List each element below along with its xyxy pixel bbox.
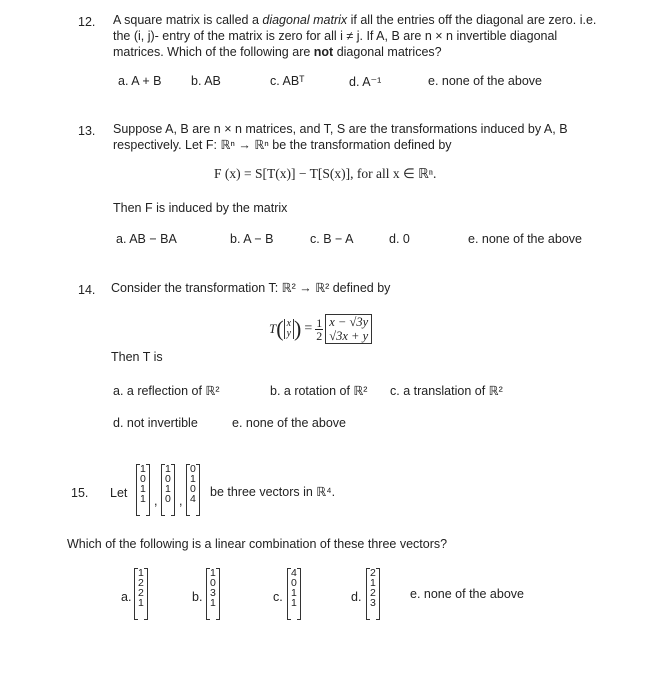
q12-option-b[interactable]: b. AB (191, 74, 221, 88)
q14-input-y: y (286, 328, 292, 339)
q12-line1 (113, 12, 596, 29)
q15-vector-2 (161, 464, 175, 516)
q15-comma-2: , (179, 494, 183, 508)
q12-option-c[interactable]: c. ABᵀ (270, 74, 305, 88)
q12-line1-a: A square matrix is called a (113, 13, 263, 27)
q15-opt-d-entry: 3 (370, 597, 376, 609)
q15-opt-a-entry: 1 (138, 567, 144, 579)
q15-option-b-label[interactable]: b. (192, 590, 203, 604)
q14-fraction (315, 317, 323, 342)
q13-option-a[interactable]: a. AB − BA (116, 232, 177, 246)
q14-frac-den: 2 (316, 328, 323, 343)
q15-opt-d-entry: 2 (370, 567, 376, 579)
q14-paren-close: ) (294, 316, 302, 341)
q12-line1-em: diagonal matrix (262, 13, 348, 27)
q12-number: 12. (78, 15, 96, 29)
q12-line3-b: diagonal matrices? (333, 45, 442, 59)
q14-equals: = (304, 321, 313, 336)
q15-v2-entry: 0 (165, 473, 171, 485)
q15-v2-entry: 1 (165, 463, 171, 475)
q13-option-d[interactable]: d. 0 (389, 232, 410, 246)
q13-number: 13. (78, 124, 96, 138)
q15-let: Let (110, 486, 128, 500)
q15-option-a-vector[interactable] (134, 568, 148, 620)
q15-opt-c-entry: 4 (291, 567, 297, 579)
q14-output-row2: √3x + y (329, 329, 369, 343)
q15-vector-3 (186, 464, 200, 516)
q15-opt-d-entry: 1 (370, 577, 376, 589)
q13-formula: F (x) = S[T(x)] − T[S(x)], for all x ∈ ℝⁿ. (214, 166, 437, 181)
q15-opt-a-entry: 2 (138, 587, 144, 599)
q12-option-a[interactable]: a. A + B (118, 74, 162, 88)
q13-line3: Then F is induced by the matrix (113, 201, 288, 215)
q15-comma-1: , (154, 494, 158, 508)
q14-input-vector (284, 319, 294, 339)
q14-number: 14. (78, 283, 96, 297)
q15-opt-c-entry: 0 (291, 577, 297, 589)
q15-v3-entry: 4 (190, 493, 196, 505)
q15-option-b-vector[interactable] (206, 568, 220, 620)
q15-opt-c-entry: 1 (291, 597, 297, 609)
q14-option-e[interactable]: e. none of the above (232, 416, 346, 430)
q14-option-c[interactable]: c. a translation of ℝ² (390, 384, 503, 398)
q14-line1: Consider the transformation T: ℝ² → ℝ² defined by (111, 281, 391, 295)
q13-option-b[interactable]: b. A − B (230, 232, 274, 246)
q12-line3-a: matrices. Which of the following are (113, 45, 314, 59)
q15-opt-b-entry: 3 (210, 587, 216, 599)
q15-opt-c-entry: 1 (291, 587, 297, 599)
q14-line2: Then T is (111, 350, 163, 364)
q15-v1-entry: 1 (140, 493, 146, 505)
q14-output-vector (325, 314, 372, 344)
q13-line1: Suppose A, B are n × n matrices, and T, S are the transformations induced by A, B (113, 122, 568, 136)
q14-formula-lhs: T (269, 321, 277, 336)
q15-v1-entry: 1 (140, 463, 146, 475)
q13-option-e[interactable]: e. none of the above (468, 232, 582, 246)
q15-v1-entry: 1 (140, 483, 146, 495)
q15-vector-1 (136, 464, 150, 516)
q15-opt-b-entry: 1 (210, 567, 216, 579)
q12-line1-b: if all the entries off the diagonal are zero. i.e. (347, 13, 597, 27)
q15-v3-entry: 0 (190, 463, 196, 475)
q12-option-e[interactable]: e. none of the above (428, 74, 542, 88)
q15-v2-entry: 0 (165, 493, 171, 505)
q14-option-b[interactable]: b. a rotation of ℝ² (270, 384, 368, 398)
q15-v1-entry: 0 (140, 473, 146, 485)
q14-formula (269, 314, 372, 344)
q14-input-x: x (286, 318, 292, 329)
q15-opt-b-entry: 1 (210, 597, 216, 609)
q15-opt-b-entry: 0 (210, 577, 216, 589)
q15-option-c-label[interactable]: c. (273, 590, 283, 604)
q15-question: Which of the following is a linear combination of these three vectors? (67, 537, 448, 551)
q15-option-c-vector[interactable] (287, 568, 301, 620)
q15-number: 15. (71, 486, 89, 500)
q15-opt-a-entry: 2 (138, 577, 144, 589)
q15-v3-entry: 0 (190, 483, 196, 495)
q15-option-d-vector[interactable] (366, 568, 380, 620)
q15-opt-d-entry: 2 (370, 587, 376, 599)
q15-tail: be three vectors in ℝ⁴. (210, 485, 336, 499)
q12-line3 (113, 44, 442, 61)
q15-option-e[interactable]: e. none of the above (410, 587, 524, 601)
q15-option-a-label[interactable]: a. (121, 590, 132, 604)
q12-line3-bold: not (313, 45, 334, 59)
q12-line2: the (i, j)- entry of the matrix is zero for all i ≠ j. If A, B are n × n invertible diagonal (113, 29, 558, 43)
q15-opt-a-entry: 1 (138, 597, 144, 609)
q15-v3-entry: 1 (190, 473, 196, 485)
q15-v2-entry: 1 (165, 483, 171, 495)
q12-option-d[interactable]: d. A⁻¹ (349, 75, 382, 89)
q14-option-d[interactable]: d. not invertible (113, 416, 198, 430)
q13-line2: respectively. Let F: ℝⁿ → ℝⁿ be the transformation defined by (113, 138, 452, 152)
q14-paren-open: ( (276, 316, 284, 341)
q15-option-d-label[interactable]: d. (351, 590, 362, 604)
q13-option-c[interactable]: c. B − A (310, 232, 354, 246)
q14-output-row1: x − √3y (329, 315, 369, 329)
q14-frac-num: 1 (316, 315, 323, 330)
q14-option-a[interactable]: a. a reflection of ℝ² (113, 384, 220, 398)
